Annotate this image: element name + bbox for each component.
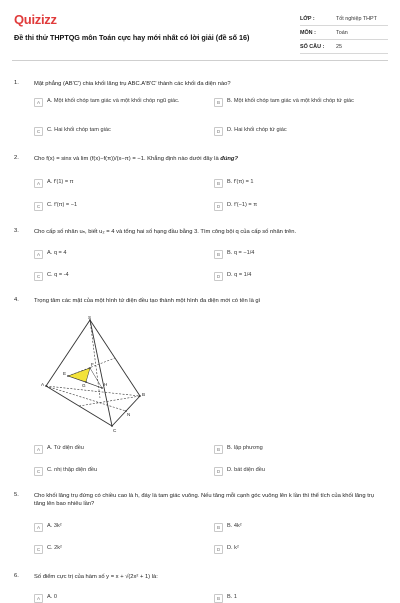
option-text: B. q = −1/4 bbox=[227, 250, 255, 256]
option-b[interactable] bbox=[214, 445, 389, 454]
meta-key: LỚP : bbox=[300, 15, 315, 22]
figure-label: H bbox=[104, 382, 108, 387]
option-text: C. q = -4 bbox=[47, 272, 69, 278]
option-text: D. k² bbox=[227, 545, 239, 551]
option-text: B. 1 bbox=[227, 594, 237, 600]
meta-value: 25 bbox=[336, 43, 342, 50]
figure-label: C bbox=[113, 428, 117, 432]
option-text: A. Tứ diện đều bbox=[47, 445, 84, 451]
option-d[interactable] bbox=[214, 127, 389, 136]
option-letter-box: C bbox=[34, 272, 43, 281]
option-letter-box: D bbox=[214, 467, 223, 476]
figure-label: S bbox=[88, 316, 92, 320]
option-letter-box: D bbox=[214, 545, 223, 554]
option-letter-box: A bbox=[34, 523, 43, 532]
option-text: C. nhị thập diện đều bbox=[47, 467, 98, 473]
option-text: C. f'(π) = −1 bbox=[47, 202, 78, 208]
option-c[interactable] bbox=[34, 272, 209, 281]
option-letter-box: D bbox=[214, 272, 223, 281]
header-divider bbox=[12, 60, 388, 61]
option-b[interactable] bbox=[214, 594, 389, 603]
option-c[interactable] bbox=[34, 545, 209, 554]
document-title: Đề thi thử THPTQG môn Toán cực hay mới nhất có lời giải (đề số 16) bbox=[14, 33, 250, 42]
figure-label: E bbox=[63, 371, 67, 376]
option-text: D. Hai khối chóp tứ giác bbox=[227, 127, 287, 133]
option-text: A. f'(1) = π bbox=[47, 179, 74, 185]
option-letter-box: A bbox=[34, 594, 43, 603]
figure-label: F bbox=[91, 362, 94, 367]
option-text: D. f'(−1) = π bbox=[227, 202, 258, 208]
option-letter-box: B bbox=[214, 250, 223, 259]
meta-value: Toán bbox=[336, 29, 348, 36]
meta-table bbox=[300, 12, 388, 54]
question-text-main: Cho f(x) = sinx và lim (f(x)−f(π))/(x−π) = −1. Khẳng định nào dưới đây là bbox=[34, 156, 219, 162]
option-text: D. q = 1/4 bbox=[227, 272, 252, 278]
option-letter-box: B bbox=[214, 179, 223, 188]
option-a[interactable] bbox=[34, 98, 209, 107]
tetrahedron-figure bbox=[40, 316, 150, 432]
meta-row-subject bbox=[300, 26, 388, 40]
option-text: D. bát diện đều bbox=[227, 467, 265, 473]
figure-label: A bbox=[41, 382, 45, 387]
option-letter-box: B bbox=[214, 98, 223, 107]
option-text: B. 4k² bbox=[227, 523, 242, 529]
figure-label: N bbox=[127, 412, 131, 417]
option-letter-box: C bbox=[34, 545, 43, 554]
option-b[interactable] bbox=[214, 250, 389, 259]
option-text: C. Hai khối chóp tam giác bbox=[47, 127, 111, 133]
option-b[interactable] bbox=[214, 523, 389, 532]
option-d[interactable] bbox=[214, 467, 389, 476]
option-a[interactable] bbox=[34, 250, 209, 259]
option-a[interactable] bbox=[34, 179, 209, 188]
option-text: C. 2k² bbox=[47, 545, 62, 551]
option-letter-box: A bbox=[34, 250, 43, 259]
question-text: Trọng tâm các mặt của một hình tứ diện đều tạo thành một hình đa diện mới có tên là gì bbox=[34, 298, 261, 304]
meta-key: MÔN : bbox=[300, 29, 316, 36]
option-text: A. 3k² bbox=[47, 523, 62, 529]
option-letter-box: B bbox=[214, 594, 223, 603]
option-letter-box: D bbox=[214, 127, 223, 136]
question-number: 3. bbox=[14, 228, 19, 234]
question-number: 4. bbox=[14, 297, 19, 303]
option-b[interactable] bbox=[214, 98, 389, 107]
option-a[interactable] bbox=[34, 594, 209, 603]
question-text-emphasis: đúng? bbox=[220, 156, 239, 162]
option-text: A. 0 bbox=[47, 594, 57, 600]
option-text: B. f'(π) = 1 bbox=[227, 179, 254, 185]
figure-label: B bbox=[142, 392, 146, 397]
option-text: A. Một khối chóp tam giác và một khối chóp ngũ giác. bbox=[47, 98, 180, 104]
meta-row-count bbox=[300, 40, 388, 54]
option-letter-box: C bbox=[34, 202, 43, 211]
option-c[interactable] bbox=[34, 127, 209, 136]
option-letter-box: B bbox=[214, 523, 223, 532]
meta-row-class bbox=[300, 12, 388, 26]
option-text: A. q = 4 bbox=[47, 250, 67, 256]
question-number: 2. bbox=[14, 155, 19, 161]
option-text: B. lập phương bbox=[227, 445, 263, 451]
question-text: Cho cấp số nhân uₙ, biết u₂ = 4 và tổng hai số hạng đầu bằng 3. Tìm công bội q của cấp số nhân trên. bbox=[34, 229, 297, 235]
option-d[interactable] bbox=[214, 202, 389, 211]
question-number: 5. bbox=[14, 492, 19, 498]
option-d[interactable] bbox=[214, 272, 389, 281]
question-number: 1. bbox=[14, 80, 19, 86]
meta-key: SỐ CÂU : bbox=[300, 43, 325, 50]
question-text: Mặt phẳng (AB'C') chia khối lăng trụ ABC.A'B'C' thành các khối đa diện nào? bbox=[34, 81, 231, 87]
question-text bbox=[34, 155, 386, 163]
figure-label: G bbox=[82, 383, 86, 388]
option-c[interactable] bbox=[34, 467, 209, 476]
option-letter-box: A bbox=[34, 179, 43, 188]
option-a[interactable] bbox=[34, 523, 209, 532]
meta-value: Tốt nghiệp THPT bbox=[336, 15, 377, 22]
option-b[interactable] bbox=[214, 179, 389, 188]
question-text: Cho khối lăng trụ đứng có chiều cao là h, đáy là tam giác vuông. Nếu tăng mỗi cạnh góc vuông lên k lần thì thể tích của khối lăng trụ tăng lên bao nhiêu lần? bbox=[34, 493, 374, 507]
option-letter-box: A bbox=[34, 98, 43, 107]
option-a[interactable] bbox=[34, 445, 209, 454]
option-letter-box: D bbox=[214, 202, 223, 211]
option-text: B. Một khối chóp tam giác và một khối chóp tứ giác bbox=[227, 98, 354, 104]
option-letter-box: A bbox=[34, 445, 43, 454]
option-d[interactable] bbox=[214, 545, 389, 554]
option-letter-box: B bbox=[214, 445, 223, 454]
option-letter-box: C bbox=[34, 467, 43, 476]
quizizz-logo: Quizizz bbox=[14, 12, 57, 27]
option-letter-box: C bbox=[34, 127, 43, 136]
option-c[interactable] bbox=[34, 202, 209, 211]
question-number: 6. bbox=[14, 573, 19, 579]
question-text: Số điểm cực trị của hàm số y = x + √(2x² + 1) là: bbox=[34, 574, 158, 580]
